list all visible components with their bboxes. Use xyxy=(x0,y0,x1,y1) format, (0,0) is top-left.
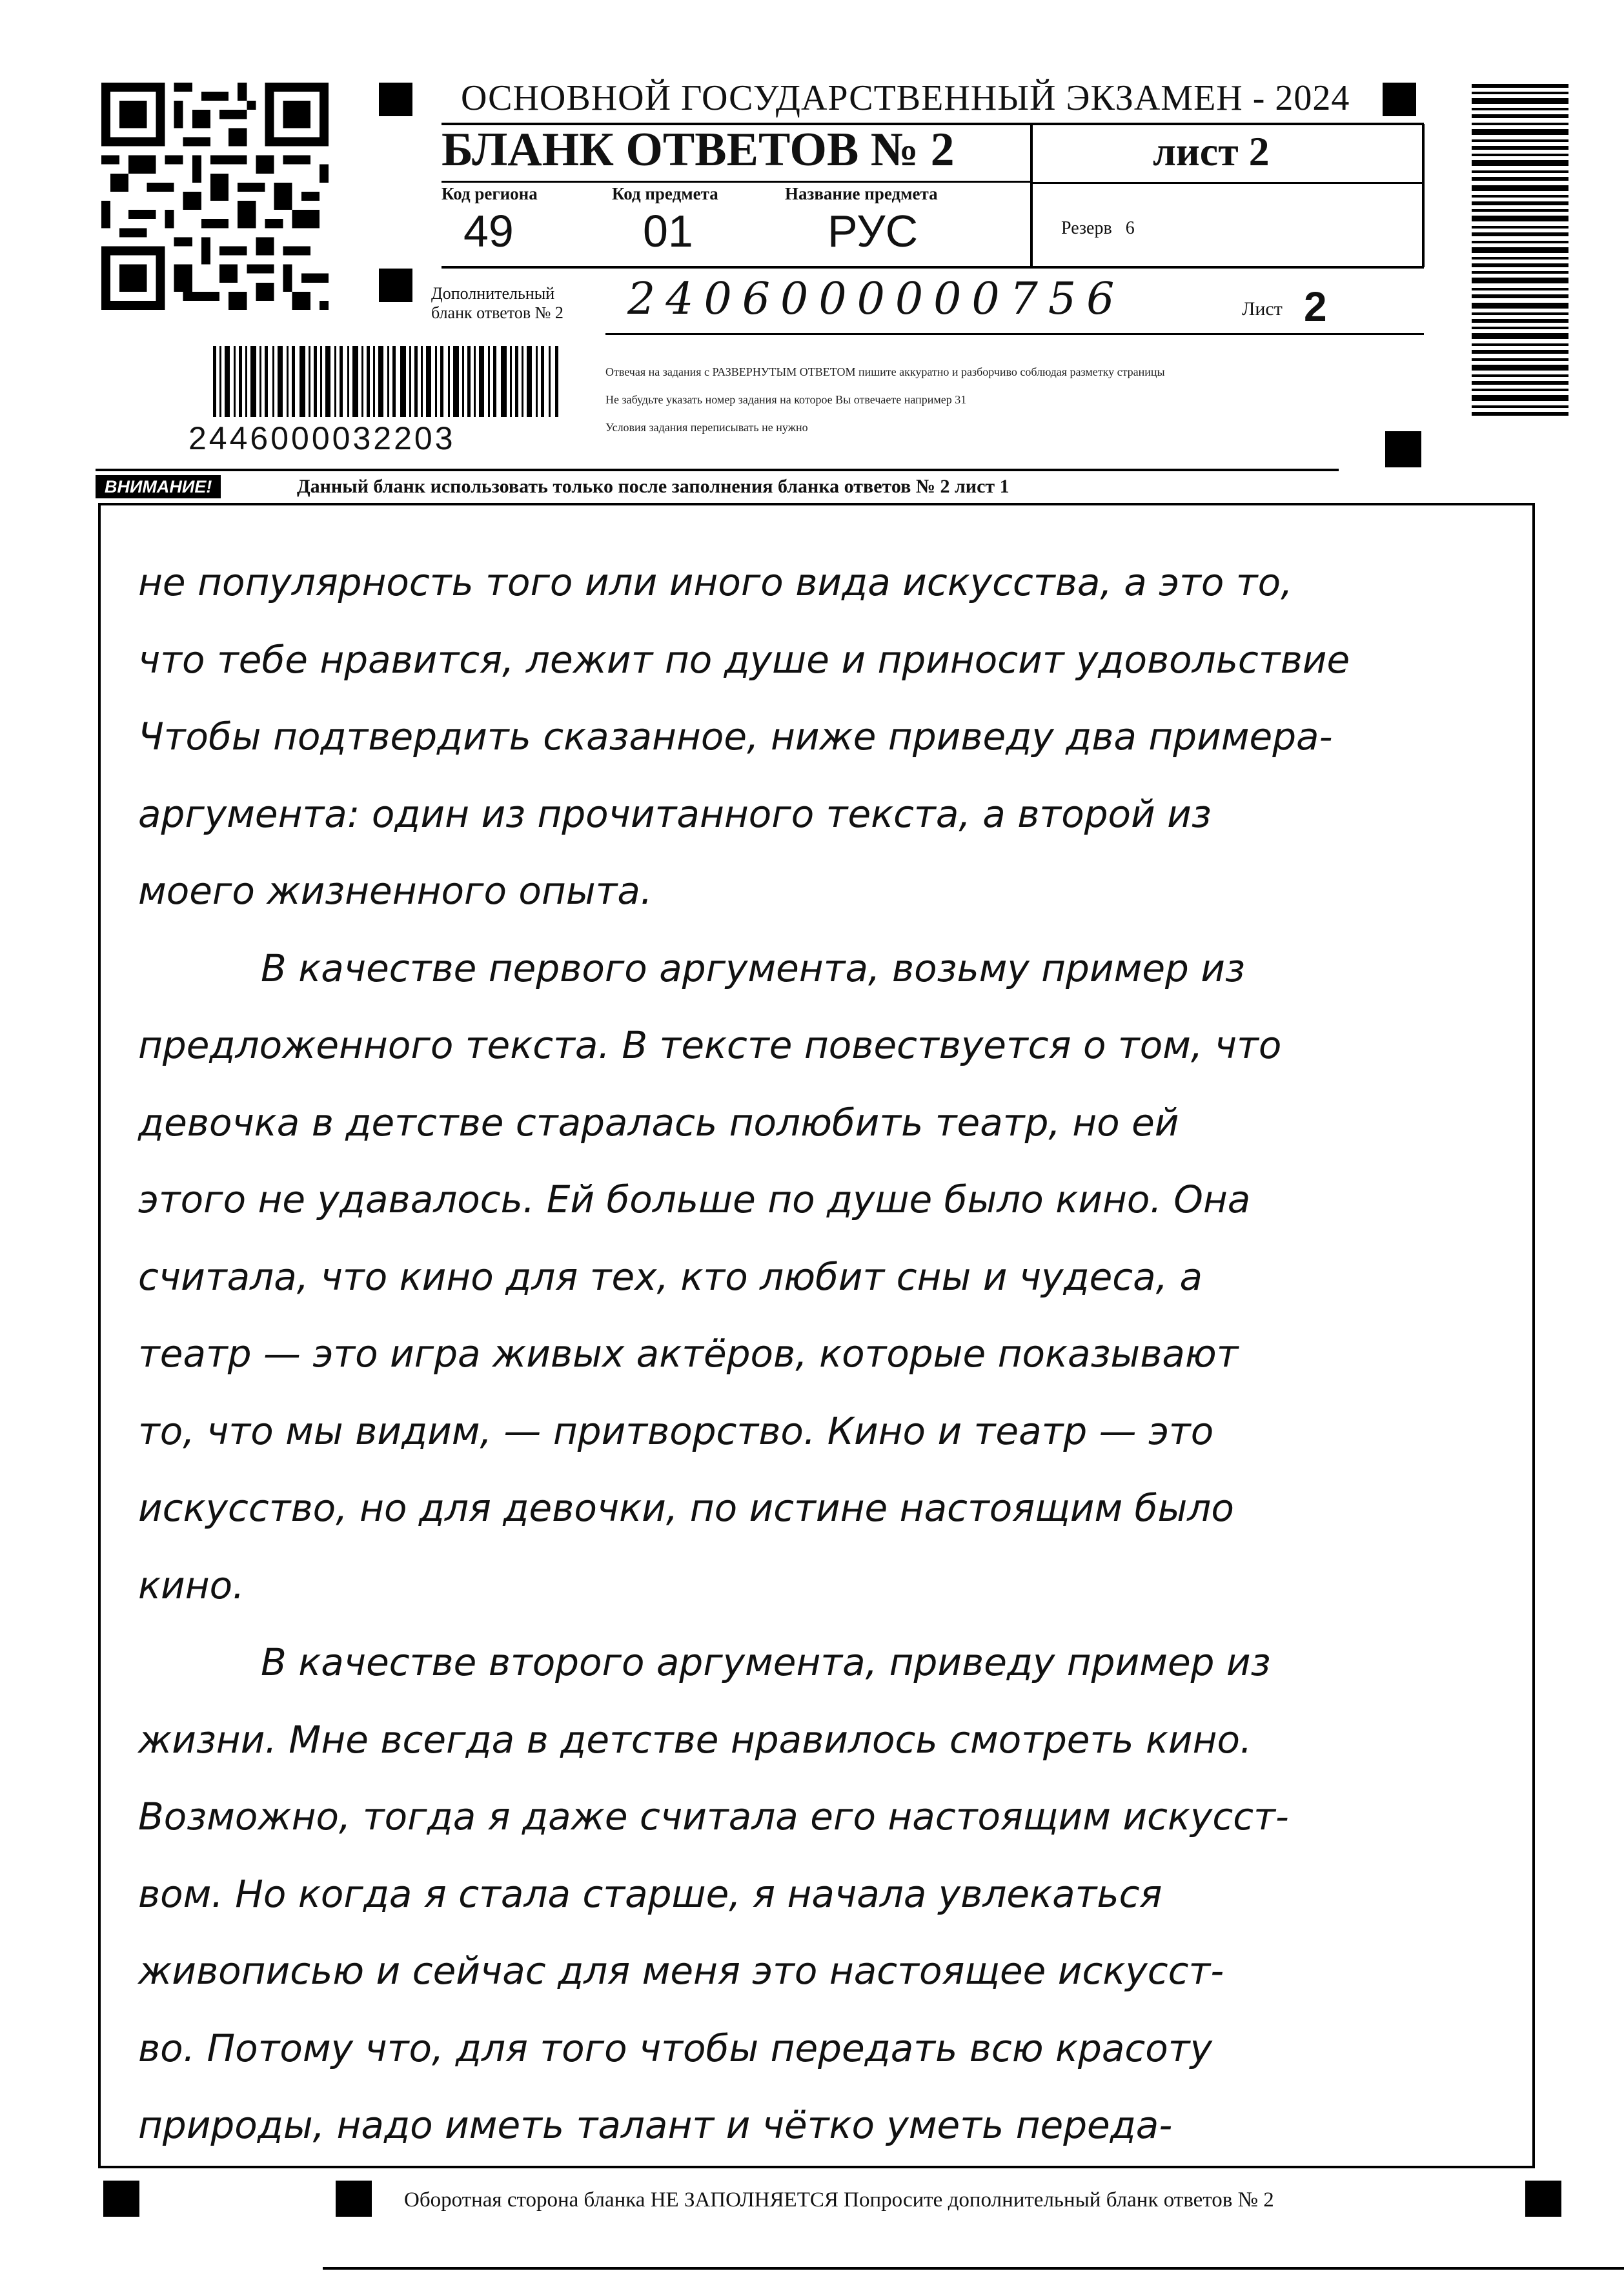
subject-code-label: Код предмета xyxy=(612,184,718,203)
registration-square xyxy=(379,83,412,116)
answer-line: считала, что кино для тех, кто любит сны и чудеса, а xyxy=(138,1254,1203,1299)
subject-name-label: Название предмета xyxy=(785,184,938,203)
divider-line xyxy=(442,266,1424,269)
sheet-title: лист 2 xyxy=(1153,128,1270,174)
subject-name-value: РУС xyxy=(827,206,919,256)
instruction-line: Не забудьте указать номер задания на которое Вы отвечаете например 31 xyxy=(605,393,967,406)
instruction-line: Условия задания переписывать не нужно xyxy=(605,421,808,434)
reserve-value: 6 xyxy=(1125,218,1135,238)
form-title: БЛАНК ОТВЕТОВ № 2 xyxy=(442,123,955,176)
answer-line: девочка в детстве старалась полюбить театр, но ей xyxy=(138,1100,1179,1145)
answer-line: Возможно, тогда я даже считала его настоящим искусст- xyxy=(138,1795,1289,1838)
reserve-label: Резерв xyxy=(1061,218,1112,238)
answer-line: В качестве первого аргумента, возьму пример из xyxy=(261,946,1245,990)
divider-line xyxy=(442,181,1030,183)
registration-square xyxy=(103,2181,139,2217)
bottom-line xyxy=(323,2267,1624,2270)
answer-line: вом. Но когда я стала старше, я начала увлекаться xyxy=(138,1871,1162,1916)
answer-line: кино. xyxy=(138,1563,245,1607)
registration-square xyxy=(1383,83,1416,116)
exam-title: ОСНОВНОЙ ГОСУДАРСТВЕННЫЙ ЭКЗАМЕН - 2024 xyxy=(461,78,1350,118)
subject-code-value: 01 xyxy=(643,206,693,256)
divider-line xyxy=(96,469,1339,471)
divider-line xyxy=(1030,124,1033,266)
answer-line: что тебе нравится, лежит по душе и приносит удовольствие xyxy=(138,637,1350,682)
answer-line: аргумента: один из прочитанного текста, а второй из xyxy=(138,791,1212,836)
registration-square xyxy=(1385,431,1421,467)
region-value: 49 xyxy=(463,206,514,256)
answer-line: театр — это игра живых актёров, которые показывают xyxy=(138,1332,1239,1376)
list-label: Лист xyxy=(1242,298,1283,320)
region-label: Код региона xyxy=(442,184,538,203)
additional-blank-label: Дополнительный бланк ответов № 2 xyxy=(431,284,563,322)
reserve-field xyxy=(1061,218,1135,239)
vertical-barcode xyxy=(1472,84,1568,420)
barcode xyxy=(213,346,562,417)
attention-text: Данный бланк использовать только после заполнения бланка ответов № 2 лист 1 xyxy=(297,476,1010,497)
answer-line: живописью и сейчас для меня это настоящее искусст- xyxy=(138,1949,1224,1993)
list-value: 2 xyxy=(1304,283,1327,330)
answer-line: В качестве второго аргумента, приведу пример из xyxy=(261,1640,1271,1684)
barcode-number: 2446000032203 xyxy=(188,420,456,456)
answer-line: жизни. Мне всегда в детстве нравилось смотреть кино. xyxy=(138,1717,1252,1762)
handwritten-answer xyxy=(138,544,1513,2164)
answer-line: природы, надо иметь талант и чётко уметь переда- xyxy=(138,2103,1173,2147)
registration-square xyxy=(379,269,412,302)
instruction-line: Отвечая на задания с РАЗВЕРНУТЫМ ОТВЕТОМ пишите аккуратно и разборчиво соблюдая разметку страницы xyxy=(605,365,1165,378)
registration-square xyxy=(1525,2181,1561,2217)
additional-blank-number: 2406000000756 xyxy=(627,274,1125,325)
registration-square xyxy=(336,2181,372,2217)
answer-area[interactable] xyxy=(98,503,1535,2168)
divider-line xyxy=(605,333,1424,335)
answer-line: Чтобы подтвердить сказанное, ниже приведу два примера- xyxy=(138,715,1333,758)
divider-line xyxy=(1422,124,1425,267)
answer-line: этого не удавалось. Ей больше по душе было кино. Она xyxy=(138,1177,1251,1221)
answer-line: не популярность того или иного вида искусства, а это то, xyxy=(138,560,1293,604)
qr-code xyxy=(101,83,329,310)
divider-line xyxy=(1033,182,1424,184)
footer-note: Оборотная сторона бланка НЕ ЗАПОЛНЯЕТСЯ Попросите дополнительный бланк ответов № 2 xyxy=(404,2188,1274,2212)
attention-badge: ВНИМАНИЕ! xyxy=(96,475,221,498)
answer-line: искусство, но для девочки, по истине настоящим было xyxy=(138,1486,1234,1530)
answer-line: моего жизненного опыта. xyxy=(138,869,653,913)
answer-line: во. Потому что, для того чтобы передать всю красоту xyxy=(138,2026,1212,2070)
answer-line: предложенного текста. В тексте повествуется о том, что xyxy=(138,1023,1282,1067)
answer-line: то, что мы видим, — притворство. Кино и театр — это xyxy=(138,1409,1214,1453)
